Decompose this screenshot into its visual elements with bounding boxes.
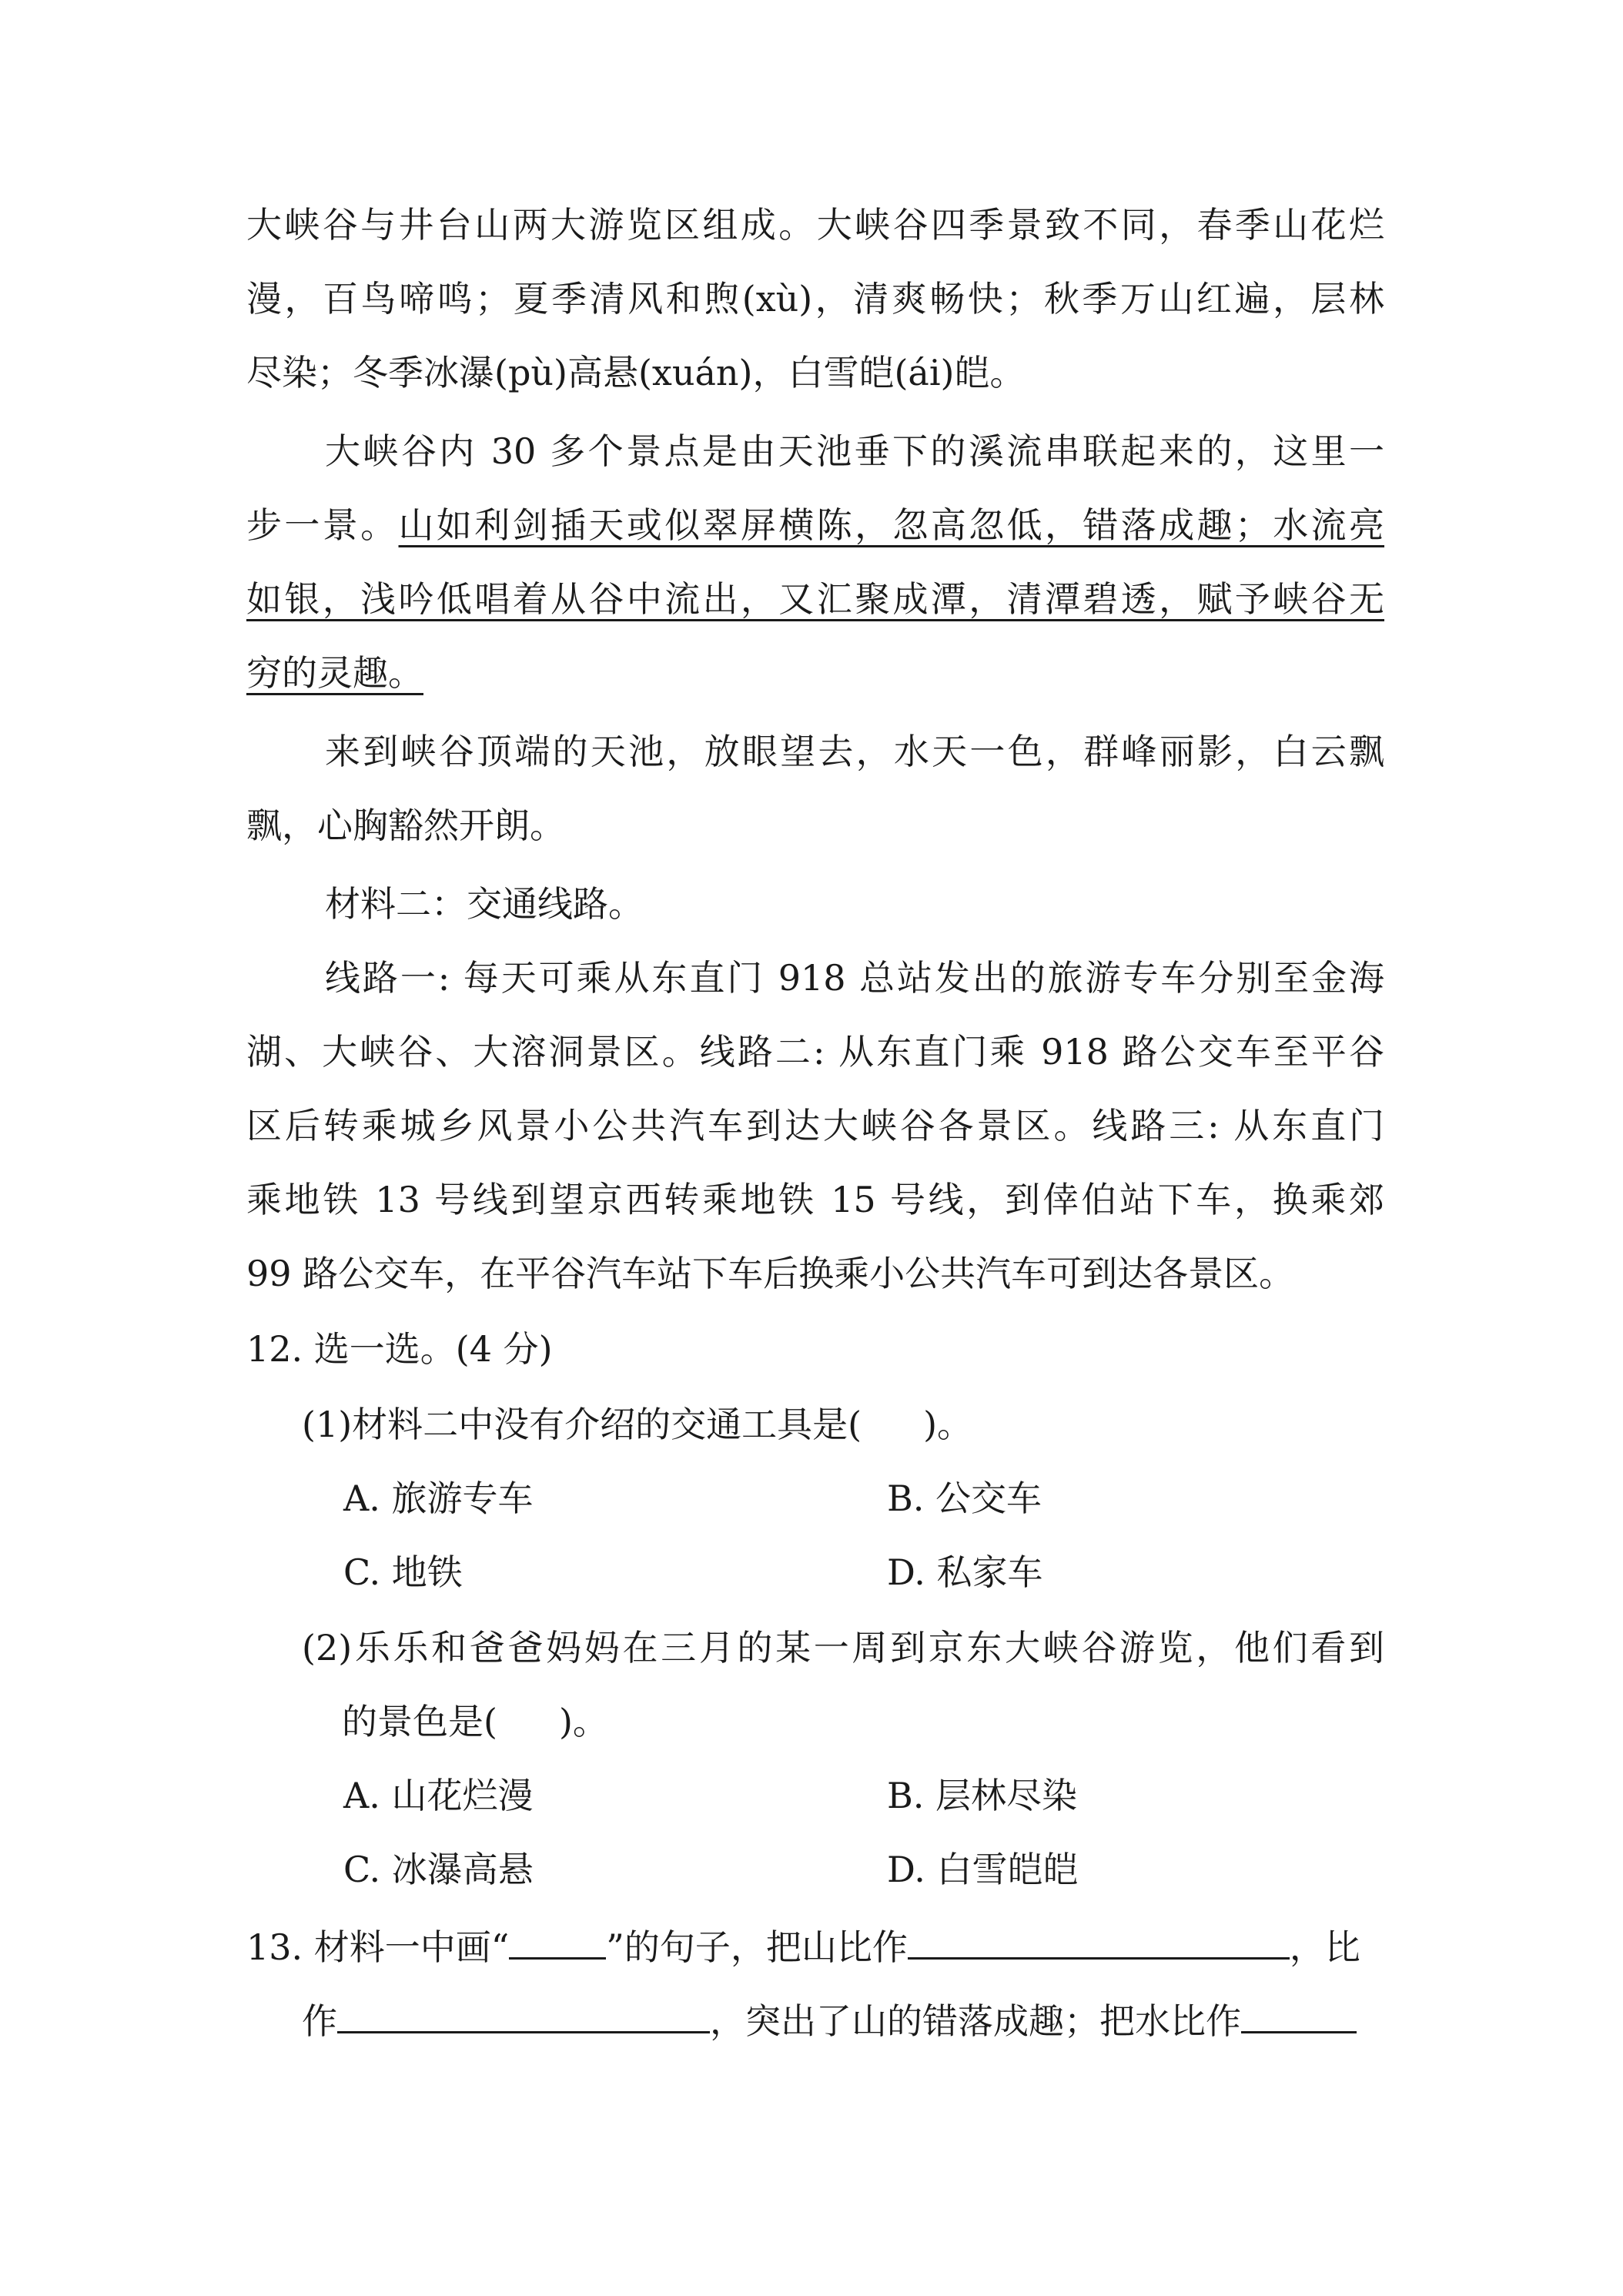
material1-p1-line2: 漫，百鸟啼鸣；夏季清风和煦(xù)，清爽畅快；秋季万山红遍，层林 — [246, 278, 1384, 320]
q12-sub2-stem-after: )。 — [558, 1701, 608, 1742]
q12-sub1-stem-after: )。 — [923, 1404, 973, 1445]
material2-route-line2: 湖、大峡谷、大溶洞景区。线路二: 从东直门乘 918 路公交车至平谷 — [246, 1031, 1384, 1073]
q12-sub1-stem — [302, 1401, 972, 1448]
q13-line1-b: ”的句子，把山比作 — [606, 1926, 908, 1968]
q12-sub2-option-b: B. 层林尽染 — [887, 1775, 1078, 1816]
material2-route-line1: 线路一: 每天可乘从东直门 918 总站发出的旅游专车分别至金海 — [325, 957, 1384, 999]
material1-p2-line4 — [246, 650, 1384, 696]
q12-sub1-stem-before: (1)材料二中没有介绍的交通工具是( — [302, 1404, 862, 1445]
material1-p2-line2 — [246, 502, 1384, 548]
q13-line1-a: 13. 材料一中画“ — [246, 1926, 510, 1968]
q12-sub1-option-a: A. 旅游专车 — [343, 1478, 534, 1519]
q12-sub2-stem-line1: (2)乐乐和爸爸妈妈在三月的某一周到京东大峡谷游览，他们看到 — [302, 1627, 1384, 1668]
q12-sub2-option-c: C. 冰瀑高悬 — [343, 1849, 534, 1890]
q12-sub2-option-a: A. 山花烂漫 — [343, 1775, 534, 1816]
q12-sub2-stem-before: 的景色是( — [342, 1701, 497, 1742]
q12-sub2-option-d: D. 白雪皑皑 — [887, 1849, 1079, 1890]
underlined-sentence-part2: 如银，浅吟低唱着从谷中流出，又汇聚成潭，清潭碧透，赋予峡谷无 — [246, 578, 1384, 620]
q12-sub1-option-c: C. 地铁 — [343, 1551, 463, 1593]
material2-route-line3: 区后转乘城乡风景小公共汽车到达大峡谷各景区。线路三: 从东直门 — [246, 1105, 1384, 1146]
q13-line1-c: ，比 — [1289, 1926, 1360, 1968]
q13-line2 — [302, 1996, 1357, 2042]
q13-blank-2[interactable] — [337, 1996, 710, 2033]
q13-line2-b: ，突出了山的错落成趣；把水比作 — [710, 2000, 1241, 2042]
material1-p1-line3: 尽染；冬季冰瀑(pù)高悬(xuán)，白雪皑(ái)皑。 — [246, 352, 1026, 393]
material1-p2-line2-plain: 步一景。 — [246, 504, 399, 546]
material2-route-line5: 99 路公交车，在平谷汽车站下车后换乘小公共汽车可到达各景区。 — [246, 1253, 1295, 1294]
q12-sub1-option-d: D. 私家车 — [887, 1551, 1043, 1593]
underlined-sentence-part3: 穷的灵趣。 — [246, 652, 423, 694]
q13-blank-1[interactable] — [908, 1922, 1290, 1960]
material1-p1-line1: 大峡谷与井台山两大游览区组成。大峡谷四季景致不同，春季山花烂 — [246, 204, 1384, 246]
q13-line2-a: 作 — [302, 2000, 337, 2042]
q13-underline-sample — [509, 1922, 606, 1960]
q12-sub1-option-b: B. 公交车 — [887, 1478, 1042, 1519]
underlined-sentence-part1: 山如利剑插天或似翠屏横陈，忽高忽低，错落成趣；水流亮 — [398, 504, 1385, 546]
q12-sub2-stem-line2 — [342, 1699, 608, 1745]
material2-route-line4: 乘地铁 13 号线到望京西转乘地铁 15 号线，到倖伯站下车，换乘郊 — [246, 1179, 1384, 1220]
material2-heading: 材料二：交通线路。 — [325, 883, 644, 925]
material1-p3-line2: 飘，心胸豁然开朗。 — [246, 805, 565, 846]
q12-title: 12. 选一选。(4 分) — [246, 1328, 553, 1370]
material1-p3-line1: 来到峡谷顶端的天池，放眼望去，水天一色，群峰丽影，白云飘 — [325, 731, 1384, 772]
material1-p2-line1: 大峡谷内 30 多个景点是由天池垂下的溪流串联起来的，这里一 — [325, 430, 1384, 472]
q13-blank-3[interactable] — [1241, 1996, 1357, 2033]
q13-line1 — [246, 1922, 1360, 1968]
